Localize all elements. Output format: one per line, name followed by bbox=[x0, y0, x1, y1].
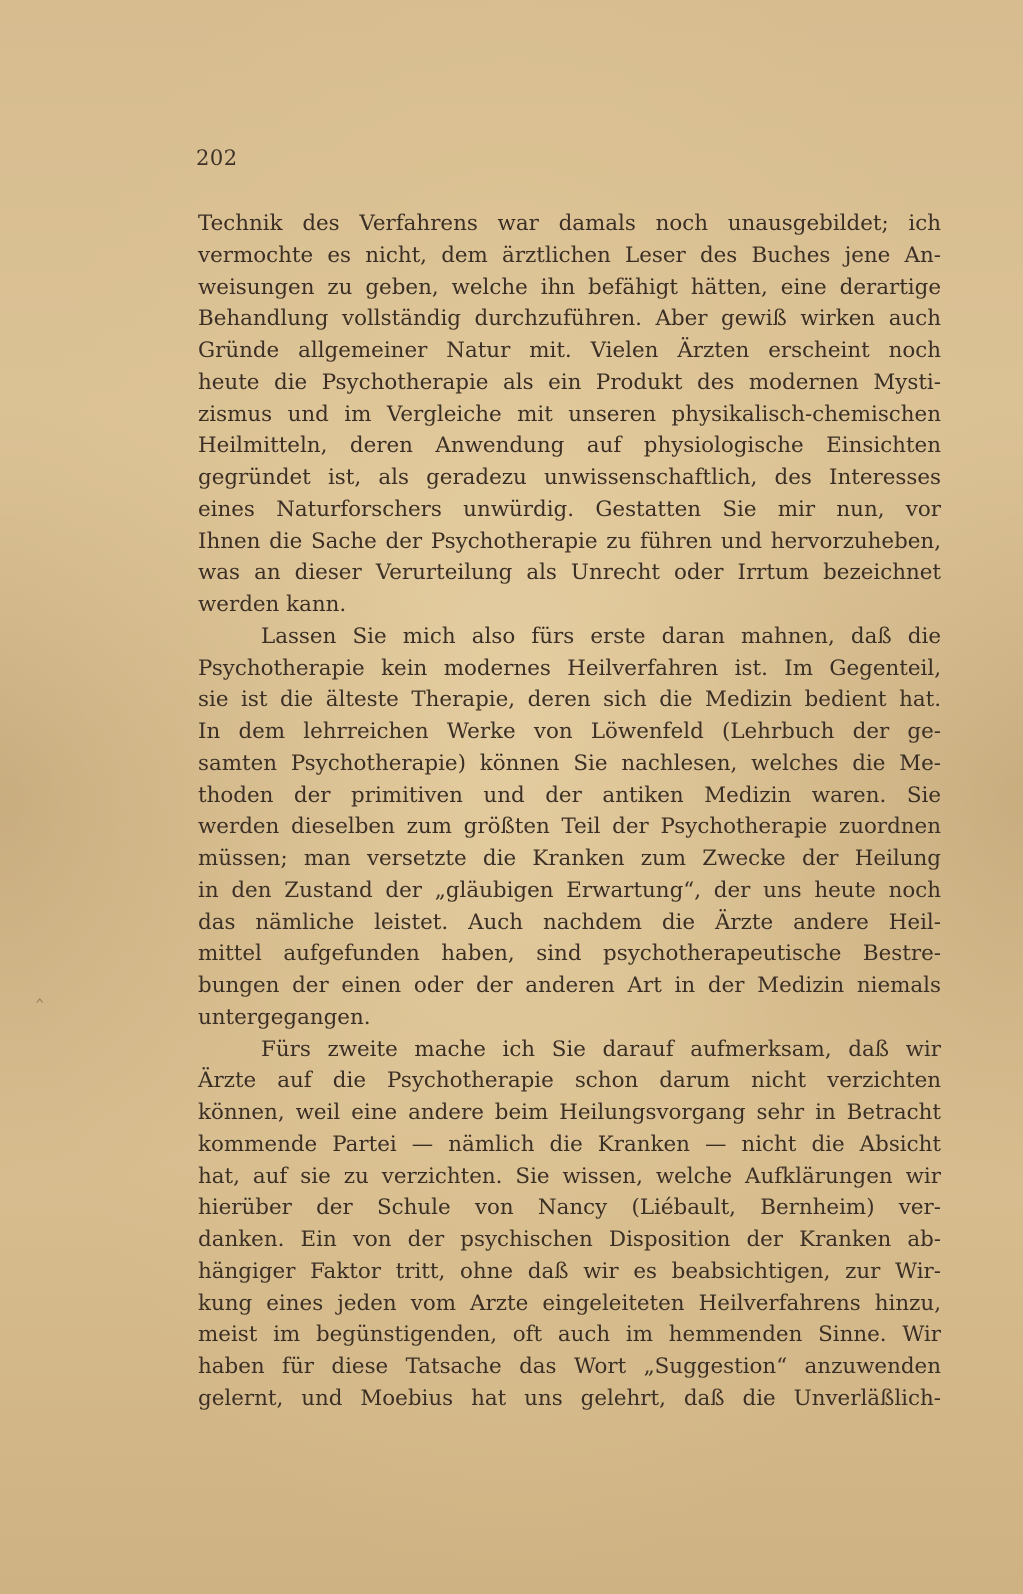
text-line: heute die Psychotherapie als ein Produkt des modernen Mysti- bbox=[198, 369, 941, 395]
text-line: gelernt, und Moebius hat uns gelehrt, daß die Unverläßlich- bbox=[198, 1385, 941, 1411]
text-line: thoden der primitiven und der antiken Medizin waren. Sie bbox=[198, 782, 941, 808]
text-line: hierüber der Schule von Nancy (Liébault, Bernheim) ver- bbox=[198, 1195, 941, 1221]
text-line: in den Zustand der „gläubigen Erwartung“, der uns heute noch bbox=[198, 877, 941, 903]
text-line: Ihnen die Sache der Psychotherapie zu führen und hervorzuheben, bbox=[198, 528, 941, 554]
text-line: eines Naturforschers unwürdig. Gestatten Sie mir nun, vor bbox=[198, 496, 941, 522]
text-line: kung eines jeden vom Arzte eingeleiteten Heilverfahrens hinzu, bbox=[198, 1290, 941, 1316]
text-line: hängiger Faktor tritt, ohne daß wir es beabsichtigen, zur Wir- bbox=[198, 1258, 941, 1284]
text-line: gegründet ist, als geradezu unwissenschaftlich, des Interesses bbox=[198, 465, 941, 490]
text-line: weisungen zu geben, welche ihn befähigt hätten, eine derartige bbox=[198, 274, 941, 300]
text-line: meist im begünstigenden, oft auch im hemmenden Sinne. Wir bbox=[198, 1322, 941, 1348]
body-text bbox=[198, 208, 941, 1415]
text-line: mittel aufgefunden haben, sind psychotherapeutische Bestre- bbox=[198, 941, 941, 967]
text-line: hat, auf sie zu verzichten. Sie wissen, welche Aufklärungen wir bbox=[198, 1163, 941, 1189]
text-line: danken. Ein von der psychischen Disposition der Kranken ab- bbox=[198, 1227, 941, 1252]
text-line: Behandlung vollständig durchzuführen. Aber gewiß wirken auch bbox=[198, 306, 941, 332]
paper-blemish: ‸ bbox=[36, 978, 44, 1003]
text-line: kommende Partei — nämlich die Kranken — nicht die Absicht bbox=[198, 1131, 941, 1157]
text-line: was an dieser Verurteilung als Unrecht oder Irrtum bezeichnet bbox=[198, 560, 941, 586]
paragraph-start-line: Lassen Sie mich also fürs erste daran mahnen, daß die bbox=[261, 623, 941, 649]
text-line: zismus und im Vergleiche mit unseren physikalisch-chemischen bbox=[198, 401, 941, 427]
text-line: Gründe allgemeiner Natur mit. Vielen Ärzten erscheint noch bbox=[198, 338, 941, 363]
text-line: Ärzte auf die Psychotherapie schon darum nicht verzichten bbox=[198, 1068, 941, 1094]
text-line: Psychotherapie kein modernes Heilverfahren ist. Im Gegenteil, bbox=[198, 655, 941, 681]
text-line: können, weil eine andere beim Heilungsvorgang sehr in Betracht bbox=[198, 1100, 941, 1125]
text-line: bungen der einen oder der anderen Art in der Medizin niemals bbox=[198, 973, 941, 998]
paragraph-end-line: werden kann. bbox=[198, 592, 347, 617]
text-line: vermochte es nicht, dem ärztlichen Leser des Buches jene An- bbox=[198, 242, 941, 268]
text-line: Technik des Verfahrens war damals noch unausgebildet; ich bbox=[198, 211, 941, 236]
text-line: In dem lehrreichen Werke von Löwenfeld (Lehrbuch der ge- bbox=[198, 719, 941, 744]
text-line: werden dieselben zum größten Teil der Psychotherapie zuordnen bbox=[198, 814, 941, 840]
text-line: Heilmitteln, deren Anwendung auf physiologische Einsichten bbox=[198, 433, 941, 459]
paragraph-end-line: untergegangen. bbox=[198, 1004, 371, 1030]
paragraph-start-line: Fürs zweite mache ich Sie darauf aufmerksam, daß wir bbox=[261, 1036, 941, 1062]
text-line: haben für diese Tatsache das Wort „Suggestion“ anzuwenden bbox=[198, 1354, 941, 1379]
page-number: 202 bbox=[196, 146, 238, 170]
text-line: sie ist die älteste Therapie, deren sich die Medizin bedient hat. bbox=[198, 687, 941, 713]
text-line: samten Psychotherapie) können Sie nachlesen, welches die Me- bbox=[198, 750, 941, 776]
text-line: das nämliche leistet. Auch nachdem die Ärzte andere Heil- bbox=[198, 909, 941, 935]
text-line: müssen; man versetzte die Kranken zum Zwecke der Heilung bbox=[198, 846, 941, 871]
